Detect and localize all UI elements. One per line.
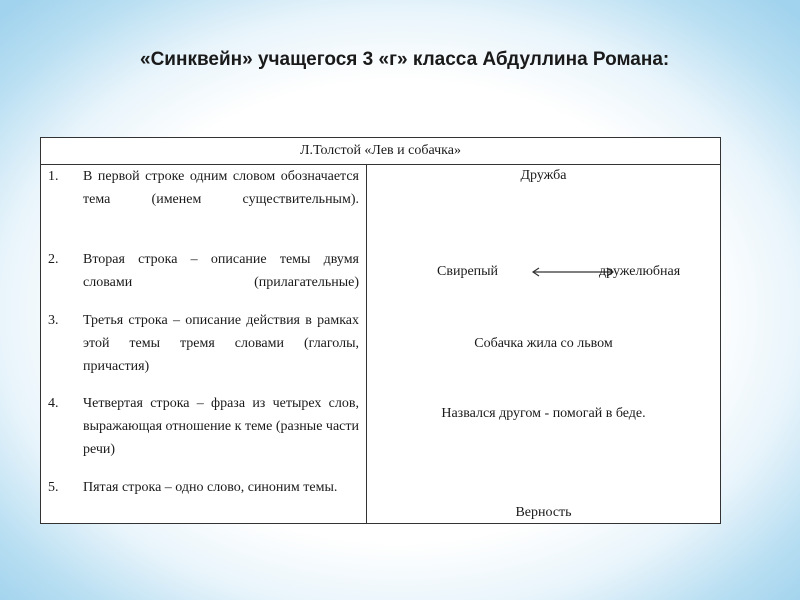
poem-line-5: Верность xyxy=(515,505,572,520)
rule-number: 2. xyxy=(48,252,59,267)
rule-number: 4. xyxy=(48,396,59,411)
poem-line-3: Собачка жила со львом xyxy=(474,336,613,351)
poem-line-4: Назвался другом - помогай в беде. xyxy=(441,406,646,421)
poem-line-2-right: дружелюбная xyxy=(599,264,681,279)
rule-text: В первой строке одним словом обозначается тема (именем существительным). xyxy=(83,169,359,207)
rule-text: Третья строка – описание действия в рамках этой темы тремя словами (глаголы, причастия) xyxy=(83,313,359,374)
page-title: «Синквейн» учащегося 3 «г» класса Абдуллина Романа: xyxy=(140,49,670,70)
rule-number: 5. xyxy=(48,480,59,495)
synquain-table xyxy=(40,137,721,524)
rule-text: Четвертая строка – фраза из четырех слов, выражающая отношение к теме (разные части речи) xyxy=(83,396,359,457)
rule-text: Вторая строка – описание темы двумя словами (прилагательные) xyxy=(83,252,359,290)
rule-number: 1. xyxy=(48,169,59,184)
poem-line-1: Дружба xyxy=(520,168,567,183)
rule-text: Пятая строка – одно слово, синоним темы. xyxy=(83,480,338,495)
rule-number: 3. xyxy=(48,313,59,328)
poem-line-2-left: Свирепый xyxy=(437,264,499,279)
table-header: Л.Толстой «Лев и собачка» xyxy=(41,138,720,165)
